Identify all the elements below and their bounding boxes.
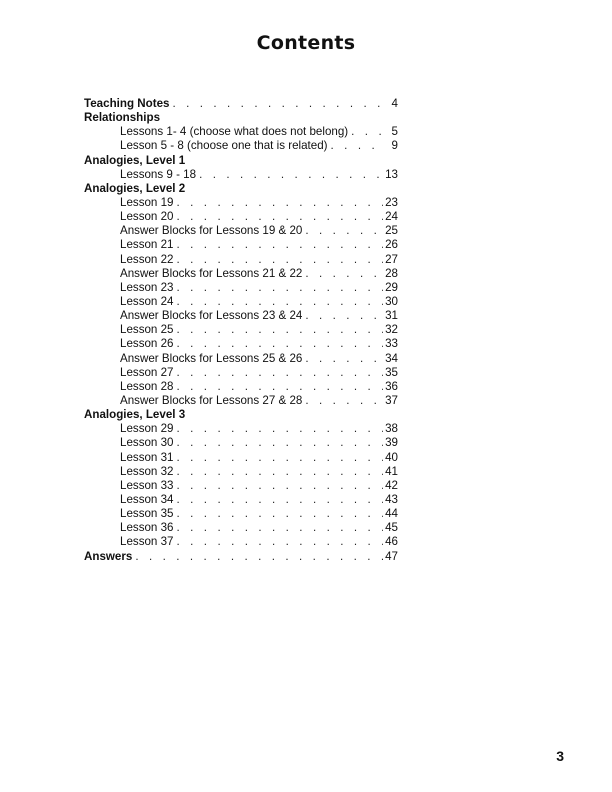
toc-entry-page: 23: [385, 195, 398, 209]
toc-entry-label: Answers: [84, 549, 133, 563]
toc-entry-label: Lesson 33: [120, 478, 174, 492]
toc-entry: [84, 352, 398, 366]
toc-entry-page: 36: [385, 379, 398, 393]
toc-entry-page: 30: [385, 294, 398, 308]
dot-leader: [177, 493, 384, 507]
dot-leader: [177, 507, 384, 521]
toc-entry-label: Lesson 25: [120, 323, 174, 337]
toc-entry: [84, 366, 398, 380]
dot-leader: [177, 479, 384, 493]
toc-entry: [84, 465, 398, 479]
dot-leader: [177, 380, 384, 394]
toc-entry-label: Lesson 5 - 8 (choose one that is related): [120, 139, 328, 153]
toc-entry-label: Lesson 28: [120, 379, 174, 393]
toc-entry: [84, 238, 398, 252]
toc-entry-label: Analogies, Level 3: [84, 408, 186, 422]
toc-entry-label: Lesson 37: [120, 535, 174, 549]
toc-entry-label: Lesson 29: [120, 422, 174, 436]
dot-leader: [331, 139, 384, 153]
toc-entry: [84, 281, 398, 295]
dot-leader: [177, 521, 384, 535]
dot-leader: [199, 168, 383, 182]
toc-entry-page: 28: [385, 266, 398, 280]
toc-entry: [84, 210, 398, 224]
toc-entry: [84, 436, 398, 450]
toc-entry: [84, 309, 398, 323]
dot-leader: [177, 451, 384, 465]
toc-entry: [84, 267, 398, 281]
page-number: 3: [556, 748, 564, 764]
toc-entry-label: Lesson 24: [120, 294, 174, 308]
toc-entry: [84, 479, 398, 493]
toc-entry-page: 39: [385, 436, 398, 450]
toc-entry-page: 33: [385, 337, 398, 351]
toc-entry: [84, 323, 398, 337]
dot-leader: [172, 97, 384, 111]
toc-section-header: [84, 154, 398, 168]
toc-entry-page: 40: [385, 450, 398, 464]
toc-entry: [84, 196, 398, 210]
toc-entry: [84, 224, 398, 238]
dot-leader: [177, 422, 384, 436]
toc-entry: [84, 422, 398, 436]
dot-leader: [177, 281, 384, 295]
toc-entry-page: 46: [385, 535, 398, 549]
toc-entry-label: Lesson 34: [120, 492, 174, 506]
toc-entry-label: Answer Blocks for Lessons 27 & 28: [120, 393, 303, 407]
toc-entry: [84, 253, 398, 267]
toc-entry: [84, 451, 398, 465]
page-title: Contents: [256, 32, 356, 54]
toc-entry-page: 42: [385, 478, 398, 492]
toc-entry: [84, 97, 398, 111]
dot-leader: [305, 394, 383, 408]
dot-leader: [177, 436, 384, 450]
dot-leader: [177, 337, 384, 351]
toc-entry-label: Answer Blocks for Lessons 19 & 20: [120, 224, 303, 238]
dot-leader: [177, 196, 384, 210]
dot-leader: [305, 267, 383, 281]
toc-entry-label: Answer Blocks for Lessons 21 & 22: [120, 266, 303, 280]
dot-leader: [177, 535, 384, 549]
table-of-contents: [84, 97, 398, 564]
toc-entry: [84, 337, 398, 351]
dot-leader: [177, 295, 384, 309]
toc-section-header: [84, 182, 398, 196]
toc-entry-label: Lesson 23: [120, 280, 174, 294]
toc-entry: [84, 168, 398, 182]
toc-entry-label: Lesson 26: [120, 337, 174, 351]
toc-entry-label: Lesson 19: [120, 195, 174, 209]
toc-entry-label: Lesson 32: [120, 464, 174, 478]
toc-entry-label: Lesson 27: [120, 365, 174, 379]
toc-entry-page: 29: [385, 280, 398, 294]
toc-entry-page: 9: [391, 139, 398, 153]
toc-section-header: [84, 408, 398, 422]
toc-entry: [84, 521, 398, 535]
toc-entry-label: Analogies, Level 2: [84, 181, 186, 195]
toc-entry-page: 27: [385, 252, 398, 266]
toc-entry-label: Lesson 22: [120, 252, 174, 266]
toc-entry-label: Lesson 20: [120, 210, 174, 224]
toc-entry-page: 5: [391, 125, 398, 139]
toc-entry-page: 38: [385, 422, 398, 436]
dot-leader: [177, 210, 384, 224]
toc-entry: [84, 394, 398, 408]
toc-entry-page: 47: [385, 549, 398, 563]
dot-leader: [135, 550, 383, 564]
dot-leader: [305, 224, 383, 238]
toc-entry-page: 32: [385, 323, 398, 337]
toc-entry: [84, 507, 398, 521]
toc-entry: [84, 139, 398, 153]
toc-entry-label: Lessons 9 - 18: [120, 167, 197, 181]
toc-entry-page: 24: [385, 210, 398, 224]
toc-entry-label: Lesson 21: [120, 238, 174, 252]
dot-leader: [177, 253, 384, 267]
toc-entry-label: Relationships: [84, 111, 161, 125]
toc-entry-label: Lesson 30: [120, 436, 174, 450]
toc-entry-page: 45: [385, 521, 398, 535]
toc-entry-page: 35: [385, 365, 398, 379]
toc-entry-page: 34: [385, 351, 398, 365]
dot-leader: [177, 323, 384, 337]
toc-entry-label: Analogies, Level 1: [84, 153, 186, 167]
toc-entry-label: Lesson 36: [120, 521, 174, 535]
toc-entry-page: 25: [385, 224, 398, 238]
toc-entry-label: Lessons 1- 4 (choose what does not belong): [120, 125, 349, 139]
dot-leader: [177, 465, 384, 479]
toc-entry-page: 4: [391, 97, 398, 110]
toc-section-header: [84, 111, 398, 125]
toc-entry: [84, 550, 398, 564]
dot-leader: [177, 366, 384, 380]
toc-entry: [84, 535, 398, 549]
toc-entry-page: 41: [385, 464, 398, 478]
toc-entry-label: Lesson 35: [120, 507, 174, 521]
toc-entry: [84, 493, 398, 507]
toc-entry: [84, 295, 398, 309]
toc-entry-label: Answer Blocks for Lessons 23 & 24: [120, 309, 303, 323]
toc-entry-page: 13: [385, 167, 398, 181]
toc-entry-page: 26: [385, 238, 398, 252]
dot-leader: [351, 125, 384, 139]
toc-entry: [84, 380, 398, 394]
toc-entry-page: 31: [385, 309, 398, 323]
toc-entry-label: Answer Blocks for Lessons 25 & 26: [120, 351, 303, 365]
dot-leader: [177, 238, 384, 252]
toc-entry-label: Teaching Notes: [84, 97, 170, 110]
toc-entry-page: 44: [385, 507, 398, 521]
toc-entry-page: 43: [385, 492, 398, 506]
toc-entry-label: Lesson 31: [120, 450, 174, 464]
toc-entry: [84, 125, 398, 139]
dot-leader: [305, 309, 383, 323]
dot-leader: [305, 352, 383, 366]
toc-entry-page: 37: [385, 393, 398, 407]
